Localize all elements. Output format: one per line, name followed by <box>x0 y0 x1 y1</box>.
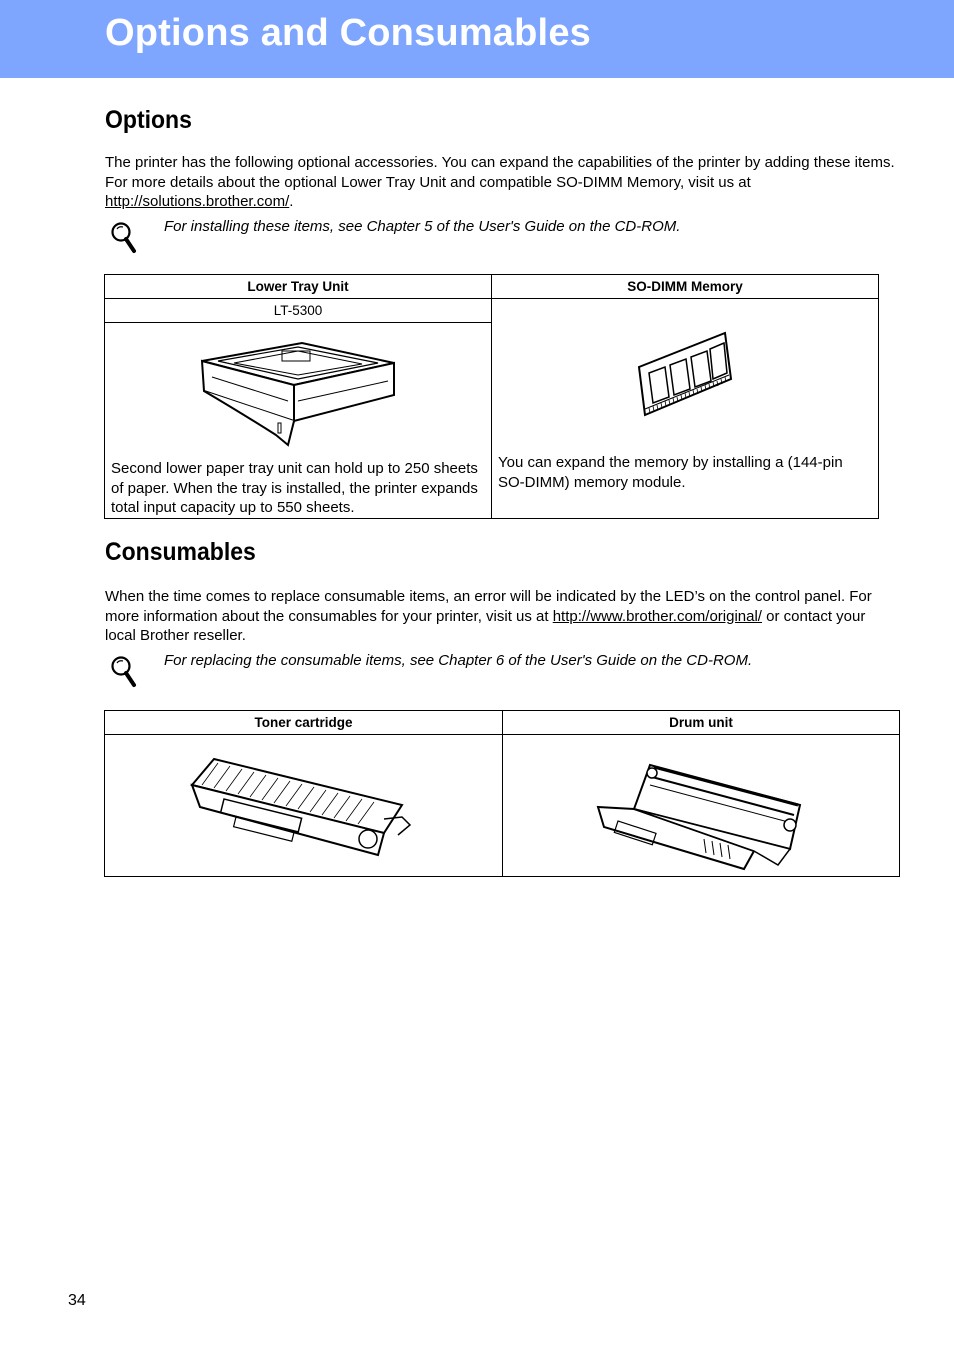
page-title: Options and Consumables <box>105 12 591 54</box>
toner-cell <box>105 735 503 877</box>
consumables-intro: When the time comes to replace consumable items, an error will be indicated by the LED’s on the control panel. For more information about the consumables for your printer, visit us at http://www.brother.com/original/ or contact your local Brother reseller. <box>105 588 872 644</box>
sodimm-memory-image <box>635 329 735 419</box>
options-table <box>104 274 879 519</box>
lower-tray-header: Lower Tray Unit <box>105 275 492 299</box>
consumables-note: For replacing the consumable items, see Chapter 6 of the User's Guide on the CD-ROM. <box>164 652 753 669</box>
magnifier-icon <box>108 220 138 258</box>
lower-tray-model: LT-5300 <box>105 299 492 323</box>
header-banner <box>0 0 954 78</box>
original-link[interactable]: http://www.brother.com/original/ <box>552 607 762 625</box>
toner-header: Toner cartridge <box>105 711 503 735</box>
options-heading: Options <box>105 106 192 134</box>
lower-tray-image <box>198 331 398 449</box>
consumables-heading: Consumables <box>105 538 256 566</box>
sodimm-cell <box>492 299 879 519</box>
lower-tray-cell <box>105 323 492 519</box>
consumables-table <box>104 710 900 877</box>
options-intro: The printer has the following optional accessories. You can expand the capabilities of the printer by adding these items. For more details about the optional Lower Tray Unit and compatible SO-DIMM Memory, visit us at http://solutions.brother.com/. <box>105 154 895 210</box>
lower-tray-description: Second lower paper tray unit can hold up to 250 sheets of paper. When the tray is installed, the printer expands total input capacity up to 550 sheets. <box>111 460 478 516</box>
options-note: For installing these items, see Chapter 5 of the User's Guide on the CD-ROM. <box>164 218 681 235</box>
toner-cartridge-image <box>188 755 420 859</box>
magnifier-icon <box>108 654 138 692</box>
solutions-link[interactable]: http://solutions.brother.com/ <box>105 193 290 210</box>
sodimm-description: You can expand the memory by installing a (144-pin SO-DIMM) memory module. <box>498 454 843 491</box>
drum-cell <box>503 735 900 877</box>
sodimm-header: SO-DIMM Memory <box>492 275 879 299</box>
page-number: 34 <box>68 1292 86 1309</box>
drum-header: Drum unit <box>503 711 900 735</box>
drum-unit-image <box>594 759 808 871</box>
